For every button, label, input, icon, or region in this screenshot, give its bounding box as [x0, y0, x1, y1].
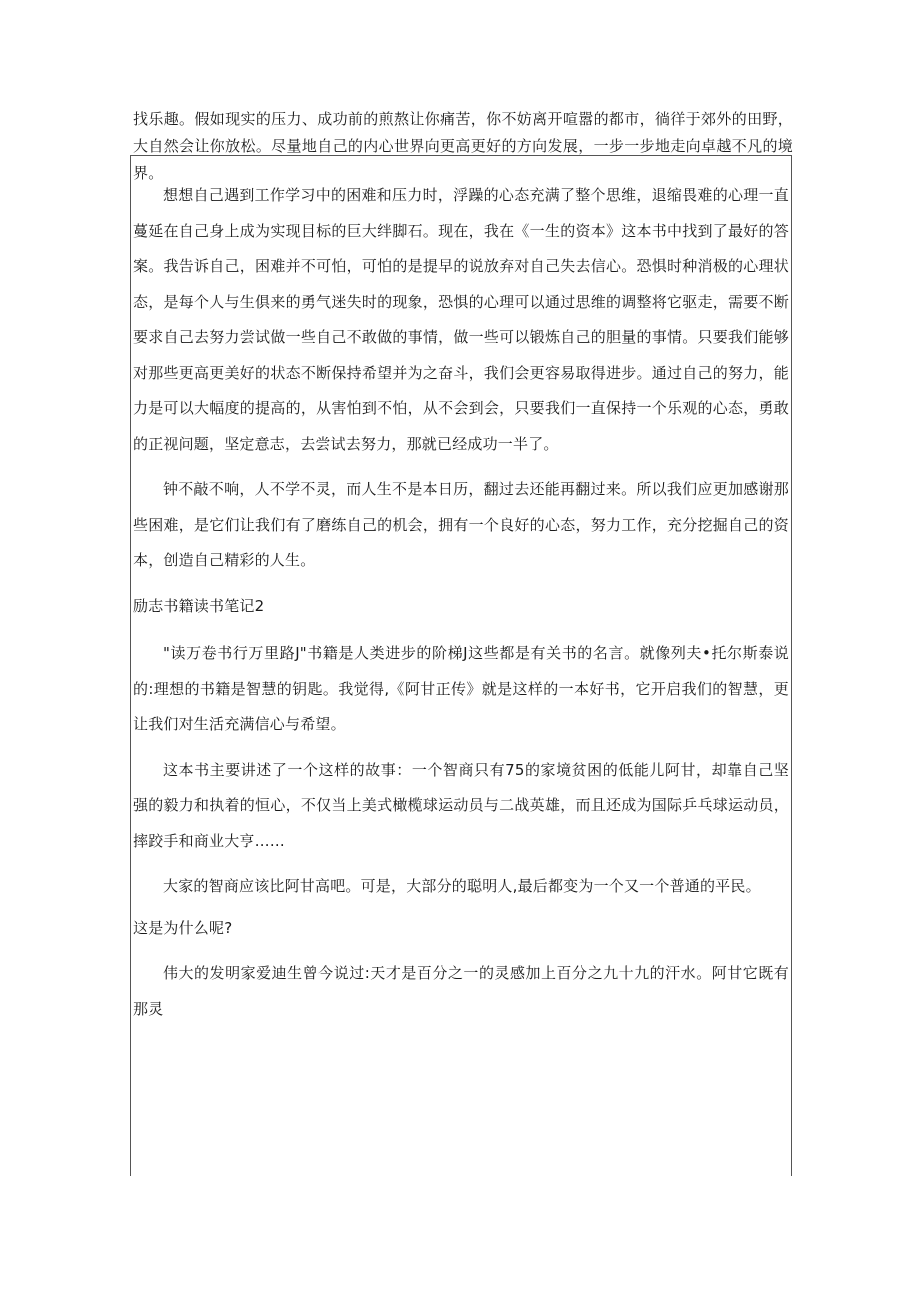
paragraph-edison: 伟大的发明家爱迪生曾今说过:天才是百分之一的灵感加上百分之九十九的汗水。阿甘它既有那灵 — [133, 964, 789, 1018]
section-heading: 励志书籍读书笔记2 — [133, 596, 265, 615]
paragraph-fear: 想想自己遇到工作学习中的困难和压力时，浮躁的心态充满了整个思维，退缩畏难的心理一直蔓延在自己身上成为实现目标的巨大绊脚石。现在，我在《一生的资本》这本书中找到了最好的答案。我告诉自己，困难并不可怕，可怕的是提早的说放弃对自己失去信心。恐惧时种消极的心理状态，是每个人与生俱来的勇气迷失时的现象，恐惧的心理可以通过思维的调整将它驱走，需要不断要求自己去努力尝试做一些自己不敢做的事情，做一些可以锻炼自己的胆量的事情。只要我们能够对那些更高更美好的状态不断保持希望并为之奋斗，我们会更容易取得进步。通过自己的努力，能力是可以大幅度的提高的，从害怕到不怕，从不会到会，只要我们一直保持一个乐观的心态，勇敢的正视问题，坚定意志，去尝试去努力，那就已经成功一半了。 — [133, 186, 789, 453]
paragraph-question: 这是为什么呢? — [133, 918, 233, 937]
paragraph-quotes: "读万卷书行万里路J"书籍是人类进步的阶梯J这些都是有关书的名言。就像列夫•托尔斯泰说的:理想的书籍是智慧的钥匙。我觉得,《阿甘正传》就是这样的一本好书，它开启我们的智慧，更让我们对生活充满信心与希望。 — [133, 644, 789, 733]
paragraph-story: 这本书主要讲述了一个这样的故事：一个智商只有75的家境贫困的低能儿阿甘，却靠自己坚强的毅力和执着的恒心，不仅当上美式橄榄球运动员与二战英雄，而且还成为国际乒乓球运动员，摔跤手和商业大亨…… — [133, 760, 789, 850]
paragraph-iq: 大家的智商应该比阿甘高吧。可是，大部分的聪明人,最后都变为一个又一个普通的平民。 — [163, 877, 761, 895]
intro-paragraph: 找乐趣。假如现实的压力、成功前的煎熬让你痛苦，你不妨离开喧嚣的都市，徜徉于郊外的田野，大自然会让你放松。尽量地自己的内心世界向更高更好的方向发展，一步一步地走向卓越不凡的境界。 — [133, 110, 793, 182]
paragraph-bell: 钟不敲不响，人不学不灵，而人生不是本日历，翻过去还能再翻过来。所以我们应更加感谢那些困难，是它们让我们有了磨练自己的机会，拥有一个良好的心态，努力工作，充分挖掘自己的资本，创造自己精彩的人生。 — [133, 480, 789, 569]
table-cell-content — [133, 178, 789, 1037]
